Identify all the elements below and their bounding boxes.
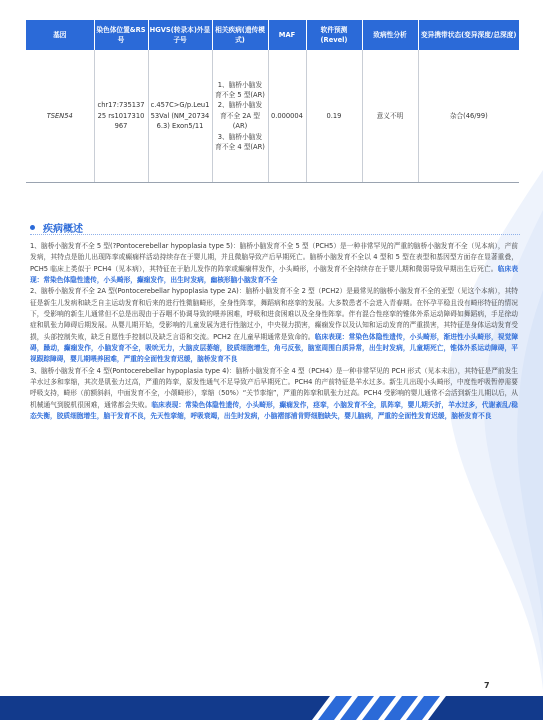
table-header-row xyxy=(26,20,519,50)
table-row xyxy=(26,50,519,183)
cell-chrom-rs: chr17:73513725 rs1017310967 xyxy=(94,50,148,183)
paragraph-pch4-text: 3、脑桥小脑发育不全 4 型(Pontocerebellar hypoplasia type 4)：脑桥小脑发育不全 4 型（PCH4）是一种非常罕见的 PCH 形式（见本未出），其特征是严前发生羊水过多和挛缩，其次是肌张力过高，严重的阵挛，原发性通气不足导致产后早期死亡。PCH4 的产前特征是羊水过多。新生儿出现小头畸形，中度性呼吸暂停需要呼吸支持，畸形（前额斜斜，中面发育不全，小颌畸形），挛缩（50%）“关节挛缩”，严重的阵挛和肌张力过高。PCH4 受影响的婴儿通常不会活到新生儿期以后，从机械通气到脱机很困难，通常都会失败。 xyxy=(30,366,518,409)
header-revel: 软件预测(Revel) xyxy=(306,20,362,50)
cell-hgvs: c.457C>G/p.Leu153Val (NM_207346.3) Exon5/11 xyxy=(148,50,212,183)
paragraph-pch5 xyxy=(30,241,518,286)
paragraph-pch2a-clinical: 临床表现：常染色体隐性遗传，小头畸形，渐进性小头畸形，视觉障碍，躁动，癫痫发作，小脑发育不全，吸吮无力，大脑皮层萎缩，胶质细胞增生，角弓反张，脑室周围白质异常，出生时发病，儿童期死亡，锥体外系运动障碍，平视跟踪障碍，婴儿期喂养困难，严重的全面性发育迟缓，脑桥发育不良 xyxy=(30,332,519,364)
paragraph-pch2a-text: 2、脑桥小脑发育不全 2A 型(Pontocerebellar hypoplasia type 2A)：脑桥小脑发育不全 2 型（PCH2）是最常见的脑桥小脑发育不全的亚型（见这个本病），其特征是新生儿发病和缺乏自主运动发育和后来的进行性微脑畸形，全身性阵挛，舞蹈病和痉挛的发展。大多数患者不会进入青春期。在怀孕平稳且没有畸形特征的情况下，受影响的新生儿通常但不总是出现由于吞咽不协调导致的喂养困难，呼吸和进食困难以及全身性阵挛。伴有混合性痉挛的锥体外系运动障碍如舞蹈病，手足徐动症和肌张力障碍后期发展。从婴儿期开始，受影响的儿童发展为进行性脑过小，中央视力损害，癫痫发作以及认知和运动发育的严重损害，其特征是身体运动发育受损，头部控制失败，缺乏自愿性手控制以及缺乏言语和交流。PCH2 在儿童早期通常是致命的。 xyxy=(30,287,518,341)
cell-carrier-status: 杂合(46/99) xyxy=(418,50,519,183)
cell-revel: 0.19 xyxy=(306,50,362,183)
disease-line-1: 1、脑桥小脑发育不全 5 型(AR) xyxy=(215,80,265,100)
header-carrier-status: 变异携带状态(变异深度/总深度) xyxy=(418,20,519,50)
section-title: 疾病概述 xyxy=(43,224,83,235)
disease-line-3: 3、脑桥小脑发育不全 4 型(AR) xyxy=(215,132,265,151)
paragraph-pch2a xyxy=(30,286,518,365)
cell-disease xyxy=(212,50,268,183)
bullet-dot-icon xyxy=(30,225,35,230)
header-chrom-rs: 染色体位置&RS 号 xyxy=(94,20,148,50)
cell-gene: TSEN54 xyxy=(26,50,94,183)
cell-maf: 0.000004 xyxy=(268,50,306,183)
paragraph-pch4 xyxy=(30,366,518,423)
footer-stripes xyxy=(0,690,543,720)
paragraph-pch4-clinical: 临床表现：常染色体隐性遗传，小头畸形，癫痫发作，痉挛，小脑发育不全，肌阵挛，婴儿期夭折，羊水过多，代谢紊乱/稳态失衡，胶质细胞增生，脑干发育不良，先天性挛缩，呼吸衰竭，出生时发病，小脑褶部浦肯野细胞缺失，婴儿脑病，严重的全面性发育迟缓，脑桥发育不良 xyxy=(30,400,518,421)
disease-overview xyxy=(30,241,518,423)
section-header xyxy=(30,220,83,235)
paragraph-pch5-clinical: 临床表现：常染色体隐性遗传，小头畸形，癫痫发作，出生时发病，幽核形脑小脑发育不全 xyxy=(30,264,519,285)
header-hgvs: HGVS(转录本)外显子号 xyxy=(148,20,212,50)
disease-line-2: 2、脑桥小脑发育不全 2A 型(AR) xyxy=(217,101,263,131)
page-number: 7 xyxy=(484,681,490,690)
header-disease: 相关疾病(遗传模式) xyxy=(212,20,268,50)
section-divider xyxy=(30,234,520,235)
variant-table xyxy=(26,20,519,183)
header-gene: 基因 xyxy=(26,20,94,50)
header-maf: MAF xyxy=(268,20,306,50)
header-pathogenicity: 致病性分析 xyxy=(362,20,418,50)
cell-pathogenicity: 意义不明 xyxy=(362,50,418,183)
paragraph-pch5-text: 1、脑桥小脑发育不全 5 型(?Pontocerebellar hypoplasia type 5)：脑桥小脑发育不全 5 型（PCH5）是一种非常罕见的严重的脑桥小脑发育不全（见本病），产前发病，其特点是胎儿出现阵挛或癫痫样活动持续存在于婴儿期，并且微脑导致产后早期死亡。脑桥小脑发育不全以 4 型和 5 型在表型和基因型方面存在显著重叠，PCH5 临床上类似于 PCH4（见本病），其特征在于胎儿发作的阵挛或癫痫样发作，小头畸形，小脑发育不全持续存在于婴儿期和微弱导致早期出生后死亡。 xyxy=(30,242,518,273)
